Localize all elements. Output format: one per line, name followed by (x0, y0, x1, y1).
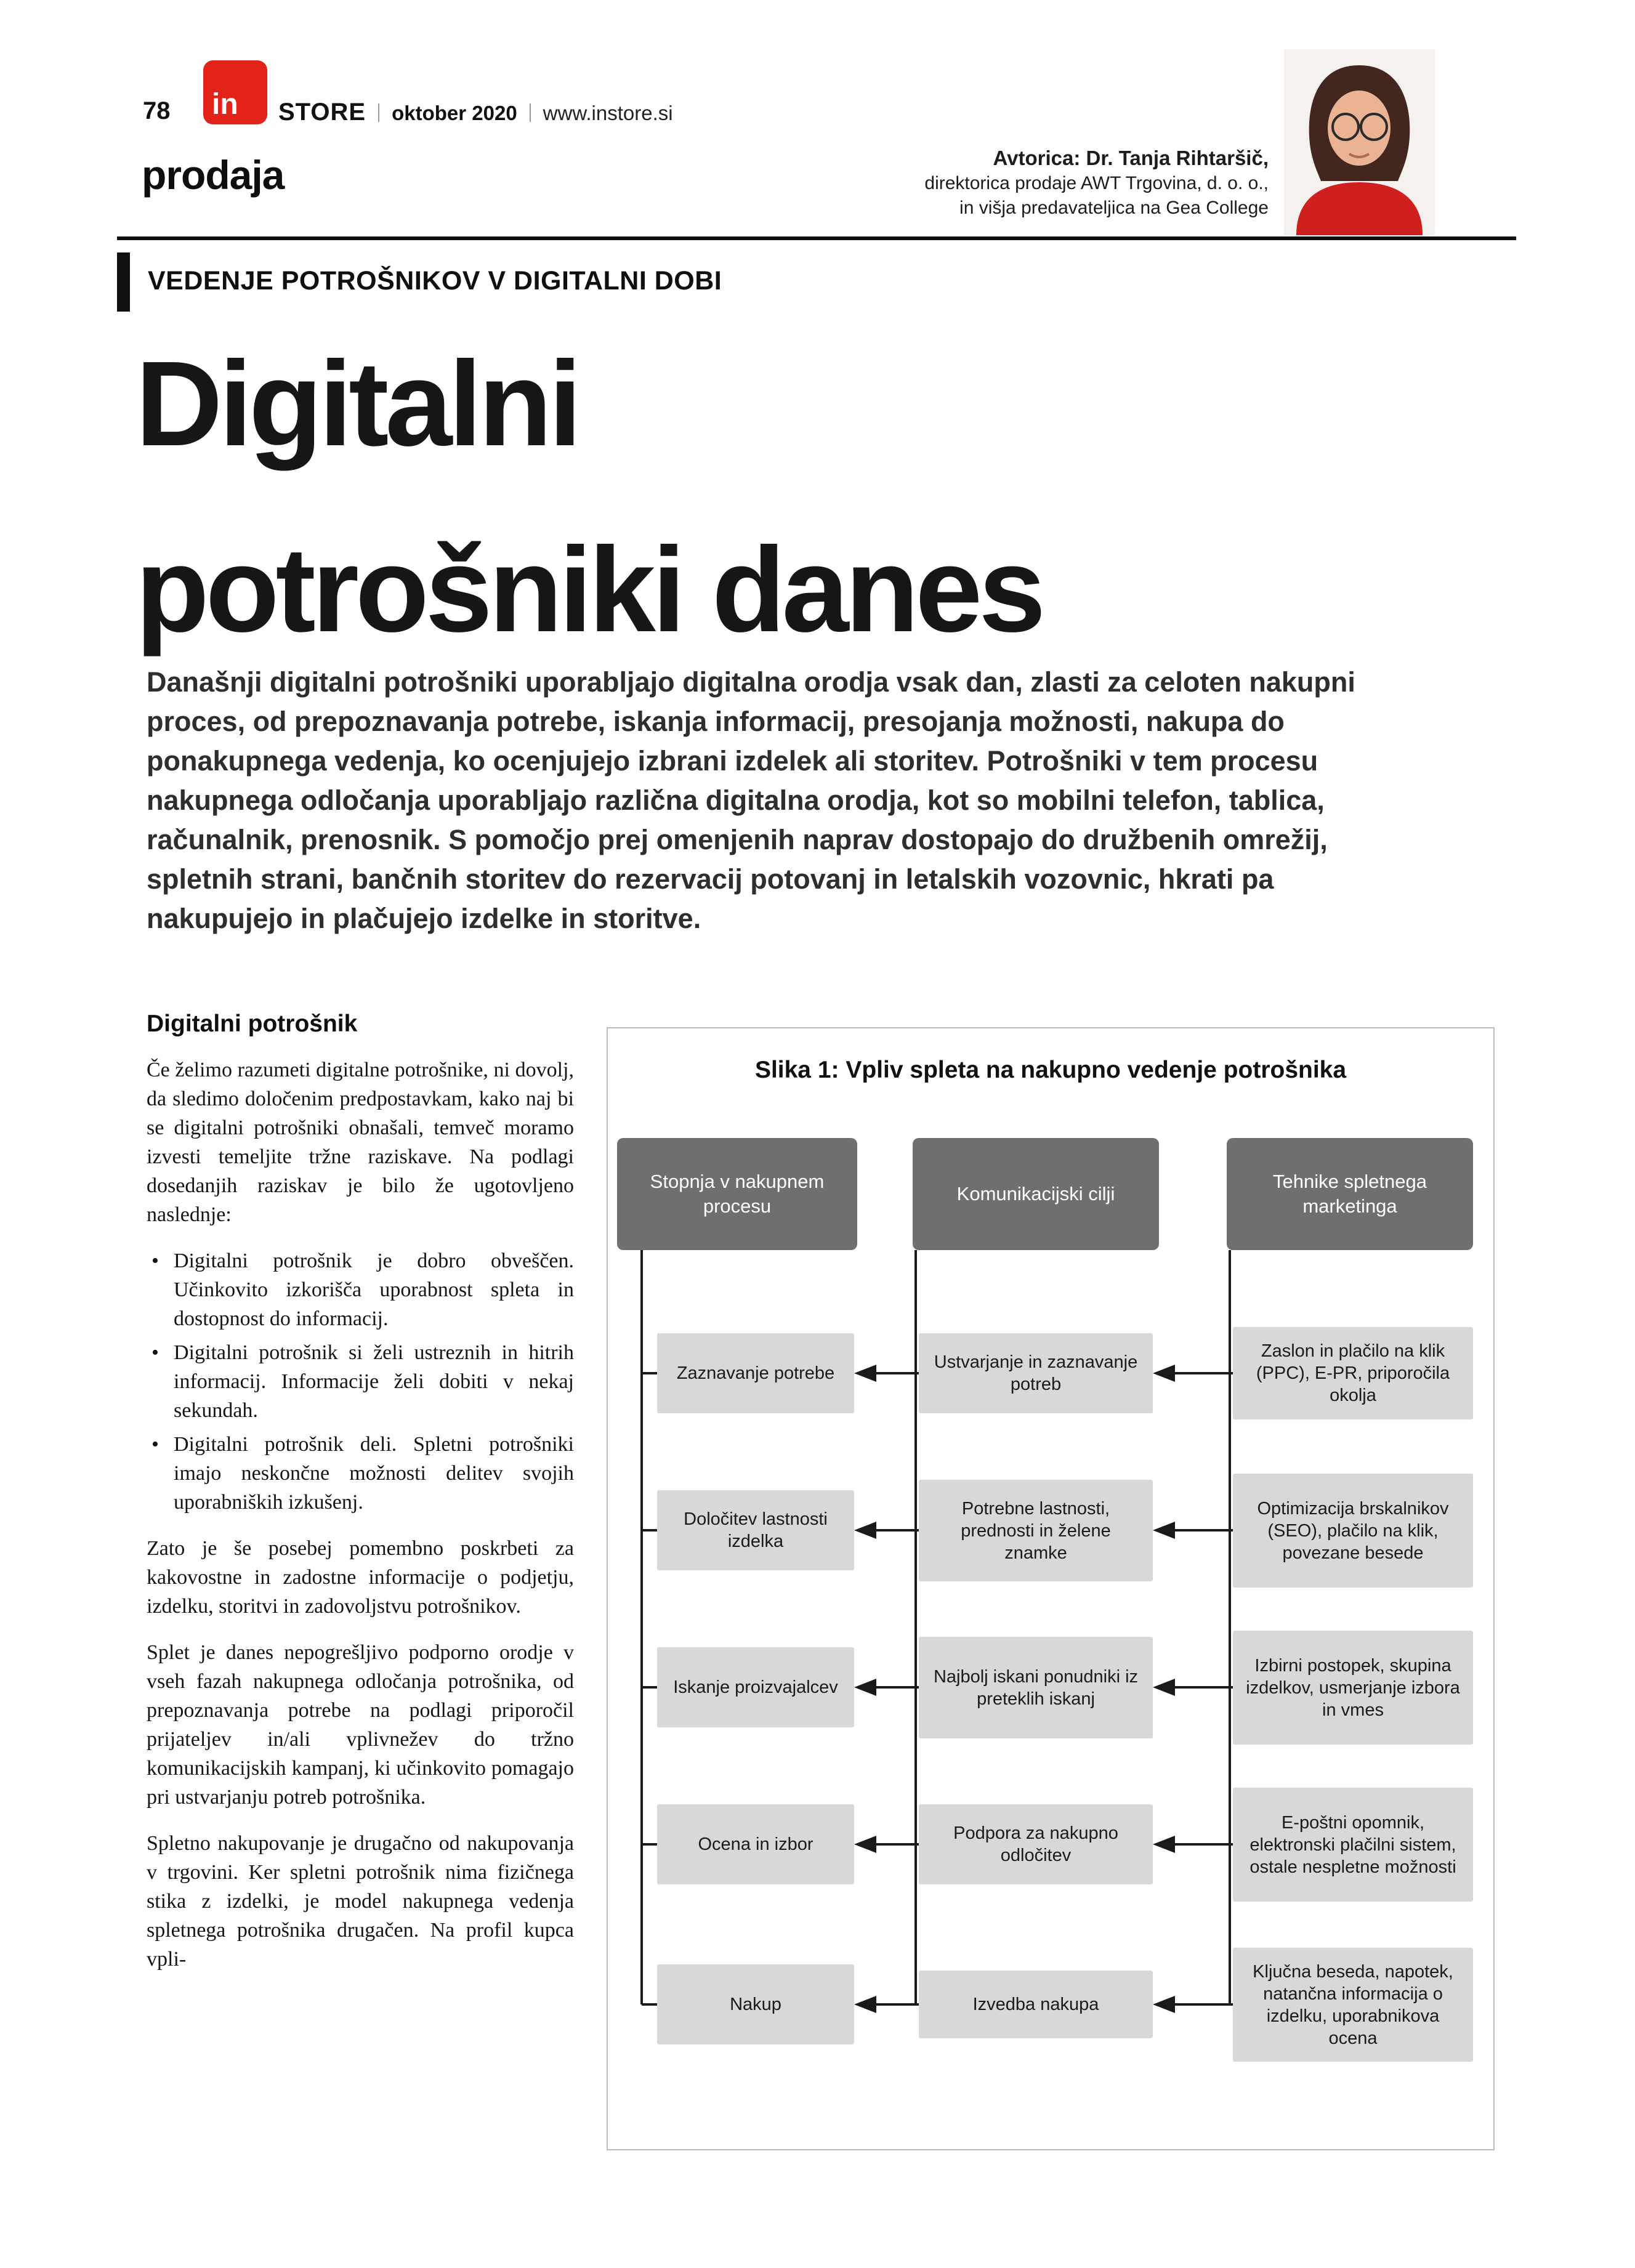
issue-date: oktober 2020 (392, 102, 517, 124)
diagram-goal-box: Ustvarjanje in zaznavanje potreb (919, 1333, 1153, 1413)
diagram-technique-box: Izbirni postopek, skupina izdelkov, usmerjanje izbora in vmes (1233, 1631, 1473, 1745)
page-number: 78 (143, 97, 171, 124)
diagram-stage-box: Ocena in izbor (657, 1804, 854, 1884)
bullet-list (147, 1246, 574, 1517)
article-title-line2: potrošniki danes (135, 522, 1043, 657)
author-role-2: in višja predavateljica na Gea College (959, 198, 1269, 218)
author-photo (1284, 49, 1435, 235)
website-link[interactable]: www.instore.si (543, 102, 673, 124)
diagram-technique-box: Zaslon in plačilo na klik (PPC), E-PR, priporočila okolja (1233, 1327, 1473, 1419)
masthead-divider (530, 103, 531, 122)
diagram-goal-box: Izvedba nakupa (919, 1971, 1153, 2038)
author-name: Avtorica: Dr. Tanja Rihtaršič, (993, 147, 1269, 169)
diagram-stage-box: Nakup (657, 1964, 854, 2044)
paragraph: Če želimo razumeti digitalne potrošnike, ni dovolj, da sledimo določenim predpostavkam, kako naj bi se digitalni potrošniki obnašali, temveč moramo izvesti temeljite tržne raziskave. Na podlagi dosedanjih raziskav je bilo že ugotovljeno naslednje: (147, 1059, 574, 1226)
masthead (278, 99, 673, 126)
bullet-item: • Digitalni potrošnik si želi ustreznih in hitrih informacij. Informacije želi dobiti v nekaj sekundah. (147, 1338, 574, 1425)
author-photo-illustration (1284, 49, 1435, 235)
diagram-technique-box: Ključna beseda, napotek, natančna informacija o izdelku, uporabnikova ocena (1233, 1948, 1473, 2062)
diagram-goal-box: Potrebne lastnosti, prednosti in želene znamke (919, 1480, 1153, 1581)
bullet-item: • Digitalni potrošnik deli. Spletni potrošniki imajo neskončne možnosti delitev svojih uporabniških izkušenj. (147, 1430, 574, 1517)
section-title: prodaja (142, 152, 285, 198)
instore-logo-icon (203, 60, 267, 124)
article-title (135, 311, 1042, 683)
body-column (147, 1010, 574, 1991)
diagram-technique-box: Optimizacija brskalnikov (SEO), plačilo na klik, povezane besede (1233, 1474, 1473, 1588)
logo-store-text: STORE (278, 99, 366, 126)
kicker-bar (117, 252, 130, 312)
diagram-stage-box: Iskanje proizvajalcev (657, 1647, 854, 1727)
figure-1 (607, 1027, 1495, 2150)
author-block (591, 145, 1269, 220)
figure-caption: Slika 1: Vpliv spleta na nakupno vedenje potrošnika (754, 1057, 1347, 1083)
diagram-stage-box: Določitev lastnosti izdelka (657, 1490, 854, 1570)
diagram-goal-box: Najbolj iskani ponudniki iz preteklih iskanj (919, 1637, 1153, 1738)
article-intro: Današnji digitalni potrošniki uporabljajo digitalna orodja vsak dan, zlasti za celoten nakupni proces, od prepoznavanja potrebe, iskanja informacij, presojanja možnosti, nakupa do ponakupnega vedenja, ko ocenjujejo izbrani izdelek ali storitev. Potrošniki v tem procesu nakupnega odločanja uporabljajo različna digitalna orodja, kot so mobilni telefon, tablica, računalnik, prenosnik. S pomočjo prej omenjenih naprav dostopajo do družbenih omrežij, spletnih strani, bančnih storitev do rezervacij potovanj in letalskih vozovnic, hkrati pa nakupujejo in plačujejo izdelke in storitve. (147, 666, 1355, 934)
column-heading: Digitalni potrošnik (147, 1011, 358, 1037)
paragraph: Spletno nakupovanje je drugačno od nakupovanja v trgovini. Ker spletni potrošnik nima fizičnega stika z izdelki, je model nakupnega vedenja spletnega potrošnika drugačen. Na profil kupca vpli- (147, 1832, 574, 1971)
diagram-goal-box: Podpora za nakupno odločitev (919, 1804, 1153, 1884)
bullet-item: • Digitalni potrošnik je dobro obveščen. Učinkovito izkorišča uporabnost spleta in dostopnost do informacij. (147, 1246, 574, 1333)
diagram-header-techniques: Tehnike spletnega marketinga (1227, 1138, 1473, 1250)
logo-in-text: in (212, 88, 238, 121)
article-kicker: VEDENJE POTROŠNIKOV V DIGITALNI DOBI (148, 266, 722, 296)
author-role-1: direktorica prodaje AWT Trgovina, d. o. o., (924, 173, 1269, 193)
diagram-header-goals: Komunikacijski cilji (913, 1138, 1159, 1250)
article-title-line1: Digitalni (135, 336, 579, 471)
header-rule (117, 236, 1516, 240)
paragraph: Splet je danes nepogrešljivo podporno orodje v vseh fazah nakupnega odločanja potrošnika, od prepoznavanja potrebe na podlagi priporočil prijateljev in/ali vplivnežev do tržno komunikacijskih kampanj, ki učinkovito pomagajo pri ustvarjanju potreb potrošnika. (147, 1641, 574, 1809)
diagram-header-stage: Stopnja v nakupnem procesu (617, 1138, 857, 1250)
diagram-stage-box: Zaznavanje potrebe (657, 1333, 854, 1413)
paragraph: Zato je še posebej pomembno poskrbeti za kakovostne in zadostne informacije o podjetju, izdelku, storitvi in zadovoljstvu potrošnikov. (147, 1537, 574, 1618)
diagram-technique-box: E-poštni opomnik, elektronski plačilni sistem, ostale nespletne možnosti (1233, 1788, 1473, 1902)
masthead-divider (378, 103, 379, 122)
